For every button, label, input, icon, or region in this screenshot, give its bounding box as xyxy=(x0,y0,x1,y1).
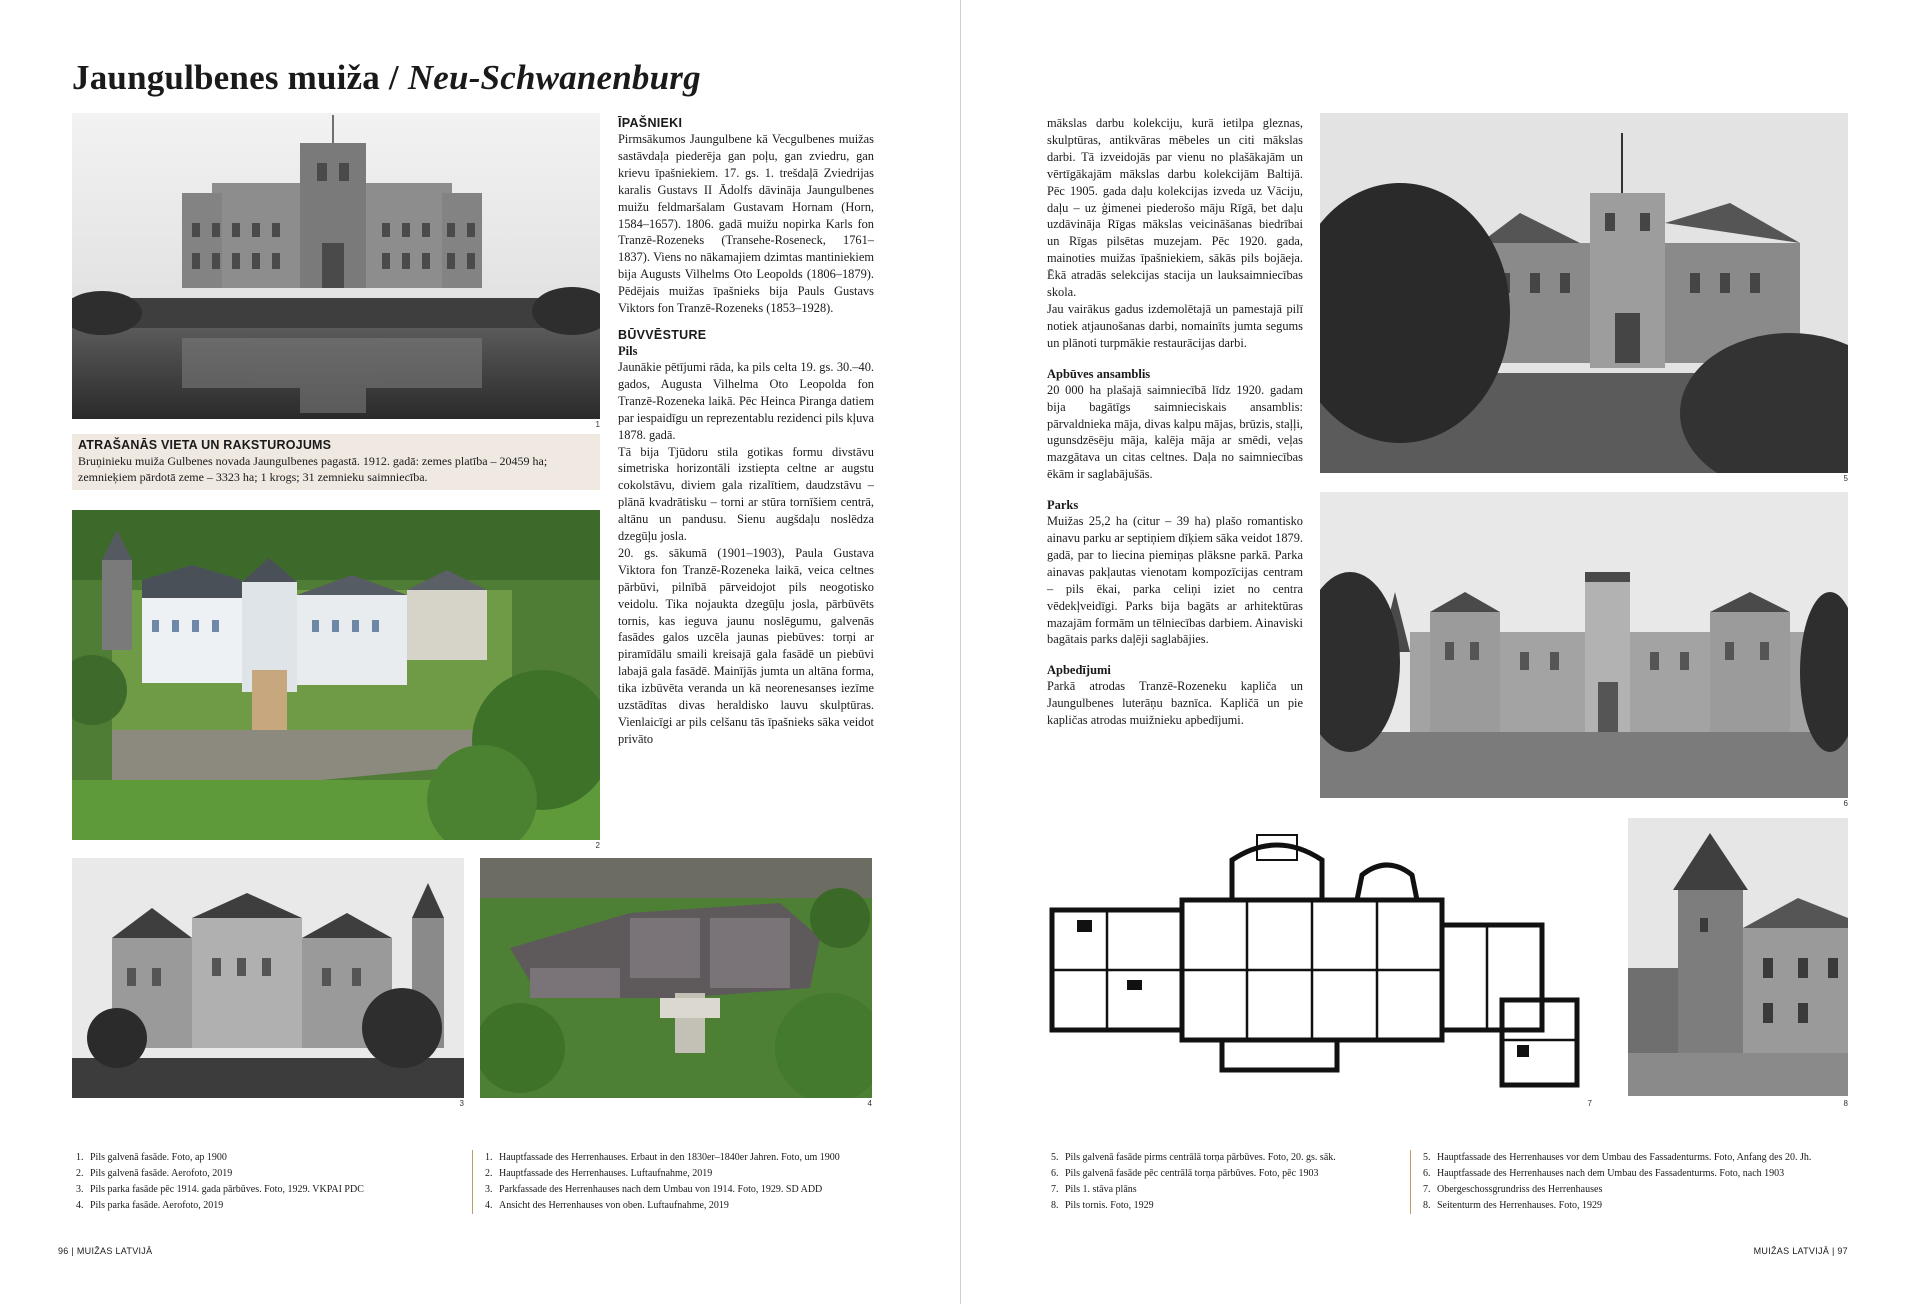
collection-paragraph: mākslas darbu kolekciju, kurā ietilpa gleznas, skulptūras, antikvāras mēbeles un citi mākslas darbi. Tā izveidojās par vienu no plašākajām un vērtīgākajām mākslas darbu kolekcijām Baltijā. Pēc 1905. gada daļu kolekcijas izveda uz Vāciju, daļu – uz ģimenei piederošo māju Rīgā, bet daļu uzdāvināja Rīgas mākslas veicināšanas biedrībai un Rīgas pilsētas muzejam. Pēc 1920. gada, mainoties muižas īpašniekiem, sākās pils bojāeja. Ēkā atradās selekcijas stacija un lauksaimniecības skola. xyxy=(1047,116,1303,300)
park-heading: Parks xyxy=(1047,498,1079,513)
burials-heading: Apbedījumi xyxy=(1047,663,1111,678)
history-paragraph-3: 20. gs. sākumā (1901–1903), Paula Gustava Viktora fon Tranzē-Rozeneka laikā, veica celtnes pārbūvi, pilnībā pārveidojot pils neogotisko veidolu. Tika nojaukta dzegūļu josla, pārbūvēts tornis, kas ieguva jaunu noslēgumu, galvenās fasādes galos uzcēla jaunas piebūves: torņi ar piramīdālu smaili kreisajā gala fasādē un piebūvi labajā gala fasādē. Mainījās jumta un altāna forma, tika izbūvēta veranda un kā neorenesanses iezīme uzstādītas divas heraldisko lauvu skulptūras. Vienlaicīgi ar pils celšanu tās īpašnieks sāka veidot privāto xyxy=(618,545,874,746)
photo-3-park-facade-1929 xyxy=(72,858,464,1098)
caption-de-8: 8. Seitenturm des Herrenhauses. Foto, 1929 xyxy=(1433,1198,1857,1214)
caption-lv-3: 3. Pils parka fasāde pēc 1914. gada pārbūves. Foto, 1929. VKPAI PDC xyxy=(86,1182,452,1198)
captions-left-german xyxy=(472,1150,881,1214)
caption-lv-7: 7. Pils 1. stāva plāns xyxy=(1061,1182,1387,1198)
title-main: Jaungulbenes muiža / xyxy=(72,58,399,97)
history-heading: BŪVVĒSTURE xyxy=(618,327,707,342)
owners-heading: ĪPAŠNIEKI xyxy=(618,116,683,130)
caption-lv-2: 2. Pils galvenā fasāde. Aerofoto, 2019 xyxy=(86,1166,452,1182)
caption-de-6: 6. Hauptfassade des Herrenhauses nach dem Umbau des Fassadenturms. Foto, nach 1903 xyxy=(1433,1166,1857,1182)
photo-4-aerial-top-2019 xyxy=(480,858,872,1098)
caption-lv-4: 4. Pils parka fasāde. Aerofoto, 2019 xyxy=(86,1198,452,1214)
book-spine xyxy=(960,0,961,1304)
caption-lv-5: 5. Pils galvenā fasāde pirms centrālā torņa pārbūves. Foto, 20. gs. sāk. xyxy=(1061,1150,1387,1166)
captions-left-latvian xyxy=(72,1150,452,1214)
photo-number-8: 8 xyxy=(1843,1099,1848,1108)
caption-de-3: 3. Parkfassade des Herrenhauses nach dem Umbau von 1914. Foto, 1929. SD ADD xyxy=(495,1182,881,1198)
page-title xyxy=(72,58,701,98)
left-text-column xyxy=(618,115,874,748)
castle-subheading: Pils xyxy=(618,343,638,358)
photo-number-6: 6 xyxy=(1843,799,1848,808)
ensemble-text: 20 000 ha plašajā saimniecībā līdz 1920. gadam bija bagātīgs saimnieciskais ansamblis: pārvaldnieka māja, divas kalpu mājas, brūzis, staļļi, ugunsdzēsēju māja, kalēja māja ar smēdi, veļas mazgātava un citas celtnes. Daļa no saimniecības ēkām ir saglabājušās. xyxy=(1047,382,1303,482)
photo-number-2: 2 xyxy=(595,841,600,850)
photo-8-side-tower-1929 xyxy=(1628,818,1848,1096)
photo-number-5: 5 xyxy=(1843,474,1848,483)
photo-number-4: 4 xyxy=(867,1099,872,1108)
title-italic: Neu-Schwanenburg xyxy=(407,58,701,97)
ensemble-heading: Apbūves ansamblis xyxy=(1047,366,1151,381)
caption-de-2: 2. Hauptfassade des Herrenhauses. Luftaufnahme, 2019 xyxy=(495,1166,881,1182)
photo-number-3: 3 xyxy=(459,1099,464,1108)
history-paragraph-2: Tā bija Tjūdoru stila gotikas formu divstāvu simetriska horizontāli izstiepta celtne ar augstu cokolstāvu, diviem gala rizalītiem, daudzstāvu – plānā kvadrātisku – torni ar stūra tornīšiem centrā, altānu un pandusu. Sienu augšdaļu noslēdza dzegūļu josla. xyxy=(618,444,874,544)
right-text-column xyxy=(1047,115,1303,729)
folio-left: 96 | MUIŽAS LATVIJĀ xyxy=(58,1246,153,1256)
owners-text: Pirmsākumos Jaungulbene kā Vecgulbenes muižas sastāvdaļa piederēja gan poļu, gan zviedru, gan krievu īpašniekiem. 17. gs. 1. trešdaļā Zviedrijas karalis Gustavs II Ādolfs dāvināja Jaungulbenes muižu feldmaršalam Gustavam Hornam (Horn, 1584–1657). 1806. gadā muižu nopirka Karls fon Tranzē-Rozeneks (Transehe-Roseneck, 1761–1837). Viens no nākamajiem dzimtas mantiniekiem bija Augusts Vilhelms Oto Leopolds (1806–1879). Pēdējais muižas īpašnieks bija Pauls Gustavs Viktors fon Tranzē-Rozeneks (1853–1928). xyxy=(618,132,874,316)
park-text: Muižas 25,2 ha (citur – 39 ha) plašo romantisko ainavu parku ar septiņiem dīķiem sāka veidot 1879. gadā, par to liecina piemiņas plāksne parkā. Parka ainavas pakļautas vienotam kompozīcijas centram – pils ēkai, parka celiņi iziet no centra vēdekļveidīgi. Parks bija bagāts ar arhitektūras mazajām formām un tēlniecības darbiem. Ainaviski bagātais parks daļēji saglabājies. xyxy=(1047,514,1304,647)
caption-lv-8: 8. Pils tornis. Foto, 1929 xyxy=(1061,1198,1387,1214)
caption-lv-6: 6. Pils galvenā fasāde pēc centrālā torņa pārbūves. Foto, pēc 1903 xyxy=(1061,1166,1387,1182)
captions-right-latvian xyxy=(1047,1150,1387,1214)
photo-number-1: 1 xyxy=(595,420,600,429)
location-box xyxy=(72,434,600,490)
history-paragraph-1: Jaunākie pētījumi rāda, ka pils celta 19. gs. 30.–40. gados, Augusta Vilhelma Oto Leopolda fon Tranzē-Rozeneka laikā. Pēc Heinca Piranga datiem par iespaidīgu un reprezentablu rezidenci pils kļuva 1878. gadā. xyxy=(618,359,874,442)
folio-right: MUIŽAS LATVIJĀ | 97 xyxy=(1753,1246,1848,1256)
photo-6-facade-after-tower-rebuild xyxy=(1320,492,1848,798)
caption-de-5: 5. Hauptfassade des Herrenhauses vor dem Umbau des Fassadenturms. Foto, Anfang des 20. Jh. xyxy=(1433,1150,1857,1166)
photo-1-main-facade-1900 xyxy=(72,113,600,419)
location-text: Bruņinieku muiža Gulbenes novada Jaungulbenes pagastā. 1912. gadā: zemes platība – 20459 ha; zemnieķiem pārdotā zeme – 3323 ha; 1 krogs; 31 zemnieku saimniecība. xyxy=(78,454,548,484)
photo-2-aerial-2019 xyxy=(72,510,600,840)
location-heading: ATRAŠANĀS VIETA UN RAKSTUROJUMS xyxy=(78,438,332,452)
caption-de-7: 7. Obergeschossgrundriss des Herrenhauses xyxy=(1433,1182,1857,1198)
caption-de-1: 1. Hauptfassade des Herrenhauses. Erbaut in den 1830er–1840er Jahren. Foto, um 1900 xyxy=(495,1150,881,1166)
restoration-paragraph: Jau vairākus gadus izdemolētajā un pamestajā pilī notiek atjaunošanas darbi, nomainīts jumta segums un plānoti turpmākie restaurācijas darbi. xyxy=(1047,301,1303,350)
drawing-7-first-floor-plan xyxy=(1047,830,1592,1110)
caption-de-4: 4. Ansicht des Herrenhauses von oben. Luftaufnahme, 2019 xyxy=(495,1198,881,1214)
photo-5-facade-before-tower-rebuild xyxy=(1320,113,1848,473)
captions-right-german xyxy=(1410,1150,1857,1214)
burials-text: Parkā atrodas Tranzē-Rozeneku kapliča un Jaungulbenes luterāņu baznīca. Kapličā un pie kapličas atrodas muižnieku apbedījumi. xyxy=(1047,679,1303,728)
photo-number-7: 7 xyxy=(1587,1099,1592,1108)
caption-lv-1: 1. Pils galvenā fasāde. Foto, ap 1900 xyxy=(86,1150,452,1166)
